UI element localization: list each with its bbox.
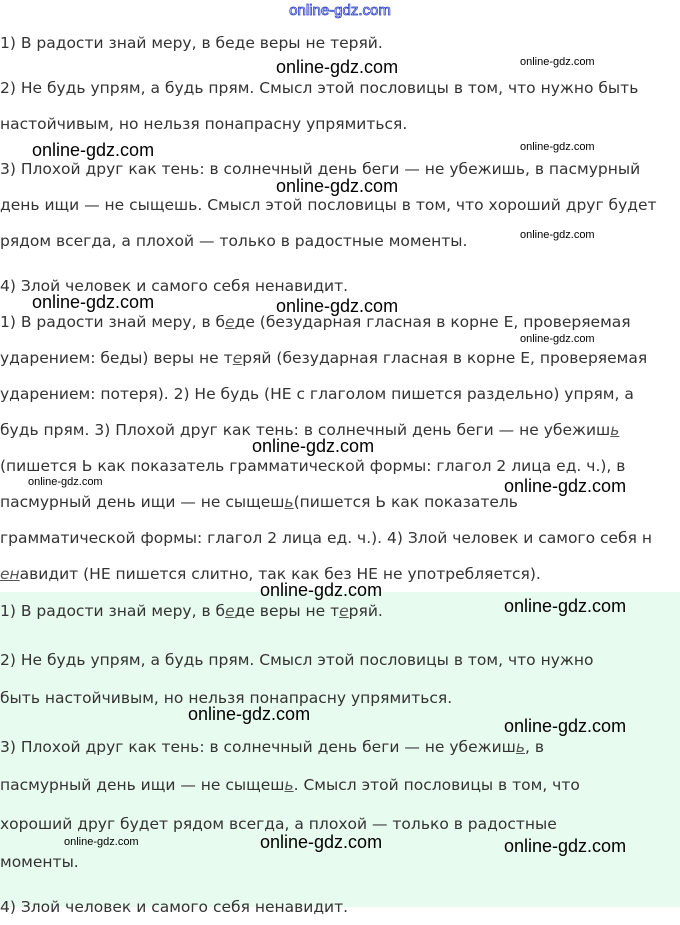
underlined-letter: ь [284,493,294,511]
underlined-letter: ь [515,738,525,756]
s1-line-1: 1) В радости знай меру, в беде веры не теряй. [0,34,383,52]
s1-line-2b: настойчивым, но нельзя понапрасну упрямиться. [0,115,408,133]
s2-line-5: (пишется Ь как показатель грамматической формы: глагол 2 лица ед. ч.), в [0,457,626,475]
watermark: online-gdz.com [252,436,375,456]
watermark: online-gdz.com [520,141,595,153]
s1-line-4: 4) Злой человек и самого себя ненавидит. [0,277,349,295]
s1-line-3a: 3) Плохой друг как тень: в солнечный день беги — не убежишь, в пасмурный [0,160,641,178]
s3-line-3d: моменты. [0,853,79,871]
s2-line-3: ударением: потеря). 2) Не будь (НЕ с глаголом пишется раздельно) упрям, а [0,385,634,403]
watermark: online-gdz.com [28,476,103,488]
watermark: online-gdz.com [504,836,627,856]
s3-line-3a: 3) Плохой друг как тень: в солнечный день беги — не убежишь, в [0,738,544,756]
watermark: online-gdz.com [276,296,399,316]
watermark: online-gdz.com [520,56,595,68]
watermark: online-gdz.com [32,140,155,160]
watermark: online-gdz.com [260,832,383,852]
underlined-letter: е [225,313,235,331]
watermark: online-gdz.com [260,580,383,600]
underlined-letter: е [232,349,243,367]
s2-line-1: 1) В радости знай меру, в беде (безударная гласная в корне Е, проверяемая [0,313,631,331]
s3-line-2b: быть настойчивым, но нельзя понапрасну упрямиться. [0,689,453,707]
s2-line-7: грамматической формы: глагол 2 лица ед. ч.). 4) Злой человек и самого себя н [0,529,652,547]
s3-line-4: 4) Злой человек и самого себя ненавидит. [0,898,349,916]
s3-line-2a: 2) Не будь упрям, а будь прям. Смысл этой пословицы в том, что нужно [0,651,594,669]
underlined-letter: е [339,602,349,620]
watermark: online-gdz.com [188,704,311,724]
s2-line-2: ударением: беды) веры не теряй (безударная гласная в корне Е, проверяемая [0,349,648,367]
watermark: online-gdz.com [504,596,627,616]
watermark: online-gdz.com [32,292,155,312]
watermark: online-gdz.com [504,716,627,736]
s1-line-2a: 2) Не будь упрям, а будь прям. Смысл этой пословицы в том, что нужно быть [0,79,639,97]
s2-line-4: будь прям. 3) Плохой друг как тень: в солнечный день беги — не убежишь [0,421,620,439]
underlined-letter: ь [284,776,294,794]
s1-line-3c: рядом всегда, а плохой — только в радостные моменты. [0,232,468,250]
underlined-letters: ен [0,565,20,583]
watermark: online-gdz.com [276,176,399,196]
site-title: online-gdz.com [289,2,391,19]
watermark: online-gdz.com [276,57,399,77]
s3-line-3b: пасмурный день ищи — не сыщешь. Смысл этой пословицы в том, что [0,776,580,794]
s2-line-6: пасмурный день ищи — не сыщешь(пишется Ь как показатель [0,493,518,511]
s3-line-1: 1) В радости знай меру, в беде веры не теряй. [0,602,383,620]
underlined-letter: ь [610,421,620,439]
s2-line-8: енавидит (НЕ пишется слитно, так как без НЕ не употребляется). [0,565,541,583]
s1-line-3b: день ищи — не сыщешь. Смысл этой пословицы в том, что хороший друг будет [0,196,657,214]
s3-line-3c: хороший друг будет рядом всегда, а плохой — только в радостные [0,815,557,833]
underlined-letter: е [225,602,235,620]
watermark: online-gdz.com [520,333,595,345]
watermark: online-gdz.com [520,229,595,241]
watermark: online-gdz.com [64,836,139,848]
watermark: online-gdz.com [504,476,627,496]
